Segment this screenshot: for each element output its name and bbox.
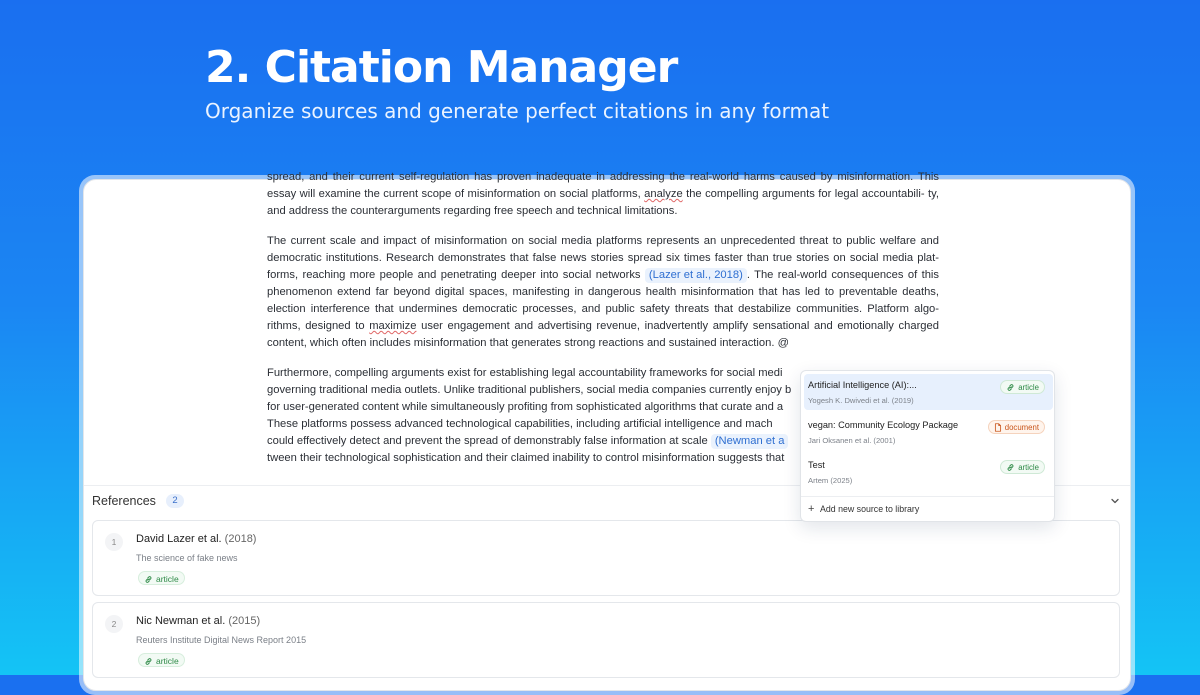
reference-type-label: article [156, 574, 179, 584]
citation-suggestion-popup [800, 370, 1055, 522]
text-line: ty, and address the counterarguments regarding free speech and technical limitations. [267, 188, 939, 217]
reference-type-label: article [156, 656, 179, 666]
citation-option-author: Yogesh K. Dwivedi et al. (2019) [808, 396, 914, 405]
add-source-button[interactable] [808, 503, 919, 515]
text-line: tween their technological sophistication and their claimed inability to control misinformation suggests that [267, 452, 785, 464]
citation-option[interactable] [804, 454, 1053, 490]
inline-citation[interactable]: (Newman et a [711, 434, 789, 449]
references-count-badge: 2 [166, 494, 184, 508]
citation-option[interactable] [804, 414, 1053, 450]
citation-option-author: Jari Oksanen et al. (2001) [808, 436, 896, 445]
reference-number: 1 [105, 533, 123, 551]
popup-divider [801, 496, 1054, 497]
citation-option-title: vegan: Community Ecology Package [808, 420, 959, 430]
reference-authors: Nic Newman et al. [136, 615, 226, 627]
source-type-badge [1000, 460, 1045, 474]
text-run: . The real-world consequences of this phenomenon extend far beyond digital spaces, manifesting in dangerous health misinformation that has led to preventable deaths, election interference that undermines democratic processes, and public safety threats that destabilize communities. Platform algo-rithms, designed to [267, 269, 939, 332]
app-frame [79, 171, 1135, 695]
reference-title [136, 615, 260, 627]
reference-type-badge [138, 571, 185, 585]
paragraph-1[interactable] [267, 169, 939, 220]
citation-option-author: Artem (2025) [808, 476, 853, 485]
text-run: user engagement and advertising revenue, inadvertently amplify sensational and emotionally charged content, which often includes misinformation that generates strong reactions and sustained interaction. @ [267, 320, 939, 349]
reference-title [136, 533, 256, 545]
text-run: The current scale and impact of misinformation on social media platforms represents an unprecedented threat to public welfare and democratic institutions. Research demonstrates that false news stories spread six times faster than true stories on social media plat-forms, reaching more people and penetrating deeper into social networks [267, 235, 939, 281]
reference-year: (2015) [228, 615, 261, 627]
reference-description: Reuters Institute Digital News Report 2015 [136, 635, 307, 645]
inline-citation[interactable]: (Lazer et al., 2018) [645, 268, 747, 283]
source-type-label: document [1004, 423, 1039, 432]
chevron-down-icon[interactable] [1108, 494, 1122, 508]
link-icon [144, 575, 153, 584]
citation-option-title: Test [808, 460, 825, 470]
references-title: References [92, 494, 156, 508]
source-type-label: article [1018, 383, 1039, 392]
document-icon [994, 423, 1002, 432]
app-window [83, 171, 1131, 691]
text-line: spread, and their current self-regulation has proven inadequate in addressing the real-world harms caused by misinformation. This [267, 171, 939, 183]
text-line: governing traditional media outlets. Unlike traditional publishers, social media companies currently enjoy b [267, 384, 792, 396]
spellcheck-word[interactable]: maximize [369, 320, 417, 332]
link-icon [144, 657, 153, 666]
hero-subtitle: Organize sources and generate perfect citations in any format [205, 99, 830, 123]
spellcheck-word[interactable]: analyze [644, 188, 683, 200]
add-source-label: Add new source to library [820, 504, 920, 514]
text-line: Furthermore, compelling arguments exist for establishing legal accountability frameworks for social medi [267, 367, 783, 379]
citation-option[interactable] [804, 374, 1053, 410]
reference-description: The science of fake news [136, 553, 238, 563]
paragraph-2[interactable] [267, 233, 939, 352]
source-type-label: article [1018, 463, 1039, 472]
citation-option-title: Artificial Intelligence (AI):... [808, 380, 917, 390]
reference-number: 2 [105, 615, 123, 633]
reference-card[interactable] [92, 602, 1120, 678]
text-line: the compelling arguments for legal accountabili- [682, 188, 925, 200]
text-line: These platforms possess advanced technological capabilities, including artificial intelligence and mach [267, 418, 773, 430]
reference-year: (2018) [224, 533, 257, 545]
reference-type-badge [138, 653, 185, 667]
source-type-badge [1000, 380, 1045, 394]
plus-icon: + [808, 503, 815, 515]
reference-card[interactable] [92, 520, 1120, 596]
hero-title: 2. Citation Manager [205, 42, 678, 93]
reference-authors: David Lazer et al. [136, 533, 222, 545]
source-type-badge [988, 420, 1045, 434]
text-line: essay will examine the current scope of misinformation on social platforms, [267, 188, 645, 200]
link-icon [1006, 463, 1015, 472]
text-line: for user-generated content while simultaneously profiting from sophisticated algorithms that curate and a [267, 401, 784, 413]
text-line: could effectively detect and prevent the spread of demonstrably false information at scale [267, 435, 711, 447]
link-icon [1006, 383, 1015, 392]
